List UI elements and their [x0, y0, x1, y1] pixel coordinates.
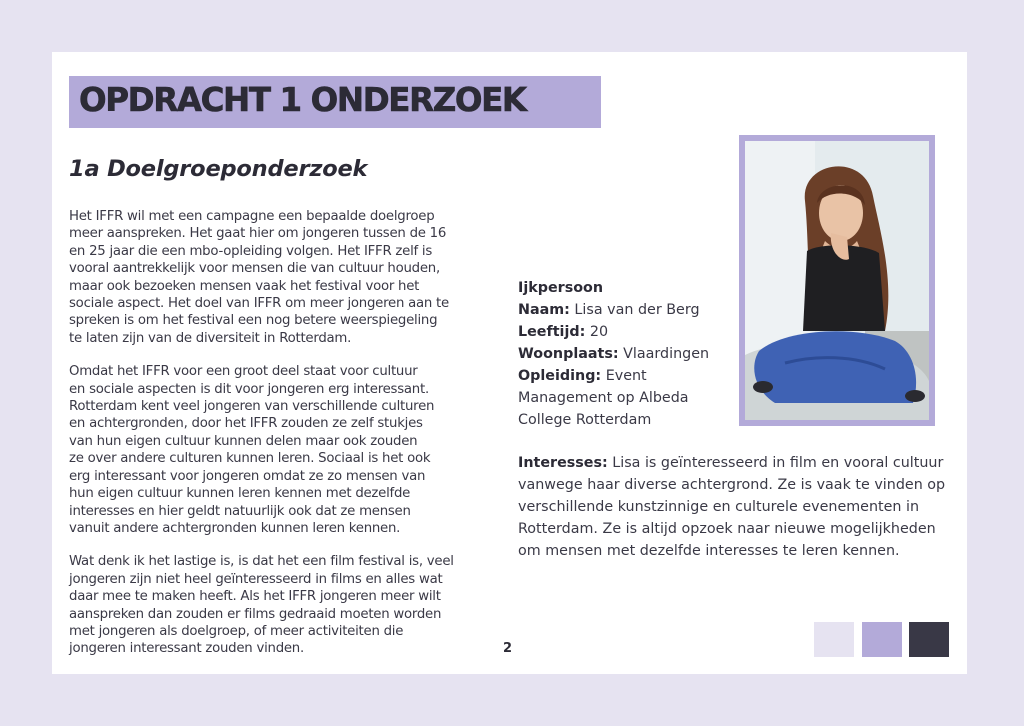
page-title: OPDRACHT 1 ONDERZOEK — [79, 81, 526, 119]
persona-photo — [745, 141, 929, 420]
text-line: met jongeren als doelgroep, of meer activiteiten die — [69, 623, 404, 639]
text-line: ze over andere culturen kunnen leren. Sociaal is het ook — [69, 451, 431, 467]
persona-education-value: Event — [601, 368, 647, 384]
interests-line: vanwege haar diverse achtergrond. Ze is vaak te vinden op — [518, 477, 946, 493]
text-line: meer aanspreken. Het gaat hier om jongeren tussen de 16 — [69, 226, 447, 242]
text-line: interesses en hier geldt natuurlijk ook dat ze mensen — [69, 503, 411, 519]
color-swatch-lavender — [862, 622, 902, 657]
text-line: jongeren zijn niet heel geïnteresseerd in films en alles wat — [69, 571, 443, 587]
persona-education-cont: Management op Albeda — [518, 390, 689, 406]
text-line: maar ook bezoeken mensen vaak het festival voor het — [69, 278, 420, 294]
section-subtitle: 1a Doelgroeponderzoek — [69, 156, 368, 182]
text-line: jongeren interessant zouden vinden. — [69, 641, 304, 657]
color-swatch-dark — [909, 622, 949, 657]
interests-text: Lisa is geïnteresseerd in film en vooral cultuur — [607, 455, 944, 471]
interests-line: verschillende kunstzinnige en culturele evenementen in — [518, 499, 920, 515]
interests-line — [518, 452, 948, 474]
title-banner — [69, 76, 601, 128]
persona-education-cont: College Rotterdam — [518, 412, 652, 428]
text-line: van hun eigen cultuur kunnen delen maar ook zouden — [69, 433, 418, 449]
persona-city-label: Woonplaats: — [518, 346, 619, 362]
text-line: sociale aspect. Het doel van IFFR om meer jongeren aan te — [69, 296, 449, 312]
text-line: vanuit andere achtergronden kunnen leren kennen. — [69, 520, 401, 536]
interests-label: Interesses: — [518, 455, 608, 471]
color-swatch-light — [814, 622, 854, 657]
page-number: 2 — [503, 641, 513, 656]
interests-line: Rotterdam. Ze is altijd opzoek naar nieuwe mogelijkheden — [518, 521, 936, 537]
text-line: en sociale aspecten is dit voor jongeren erg interessant. — [69, 381, 429, 397]
persona-name-value: Lisa van der Berg — [569, 302, 700, 318]
persona-education-label: Opleiding: — [518, 368, 602, 384]
body-text-column — [69, 208, 509, 674]
paragraph-1 — [69, 208, 509, 347]
persona-photo-illustration — [745, 141, 929, 420]
persona-interests — [518, 452, 948, 562]
text-line: daar mee te maken heeft. Als het IFFR jongeren meer wilt — [69, 589, 441, 605]
persona-name-label: Naam: — [518, 302, 570, 318]
text-line: Wat denk ik het lastige is, is dat het een film festival is, veel — [69, 554, 454, 570]
persona-age-value: 20 — [585, 324, 609, 340]
text-line: en achtergronden, door het IFFR zouden ze zelf stukjes — [69, 416, 423, 432]
paragraph-2 — [69, 363, 509, 537]
interests-line: om mensen met dezelfde interesses te leren kennen. — [518, 543, 900, 559]
text-line: te laten zijn van de diversiteit in Rotterdam. — [69, 330, 352, 346]
text-line: erg interessant voor jongeren omdat ze zo mensen van — [69, 468, 426, 484]
text-line: Rotterdam kent veel jongeren van verschillende culturen — [69, 399, 435, 415]
persona-city-value: Vlaardingen — [618, 346, 710, 362]
text-line: aanspreken dan zouden er films gedraaid moeten worden — [69, 606, 442, 622]
persona-photo-frame — [739, 135, 935, 426]
paragraph-3 — [69, 553, 509, 657]
text-line: Het IFFR wil met een campagne een bepaalde doelgroep — [69, 209, 435, 224]
text-line: vooral aantrekkelijk voor mensen die van cultuur houden, — [69, 261, 440, 277]
text-line: en 25 jaar die een mbo-opleiding volgen. Het IFFR zelf is — [69, 243, 433, 259]
text-line: Omdat het IFFR voor een groot deel staat voor cultuur — [69, 364, 418, 380]
text-line: hun eigen cultuur kunnen leren kennen met dezelfde — [69, 486, 411, 502]
persona-heading-text: Ijkpersoon — [518, 280, 604, 296]
document-page — [52, 52, 967, 674]
persona-age-label: Leeftijd: — [518, 324, 586, 340]
text-line: spreken is om het festival een nog betere weerspiegeling — [69, 313, 438, 329]
